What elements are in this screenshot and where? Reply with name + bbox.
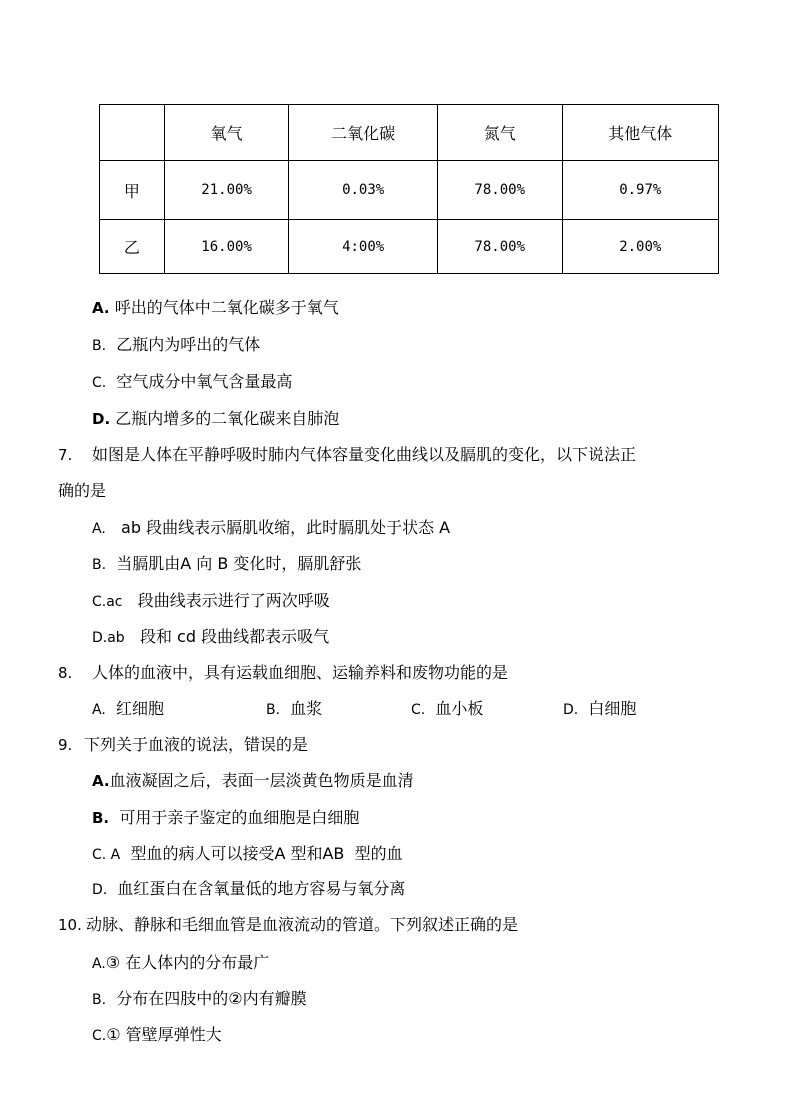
q9-option-d xyxy=(92,879,405,900)
option-text: ab 段曲线表示膈肌收缩，此时膈肌处于状态 A xyxy=(121,518,451,537)
q7-stem-line1: 如图是人体在平静呼吸时肺内气体容量变化曲线以及膈肌的变化，以下说法正 xyxy=(92,445,637,464)
q6-option-d xyxy=(92,409,339,429)
table-cell: 0.03% xyxy=(289,161,437,220)
q6-option-b xyxy=(92,335,260,356)
option-label: B. xyxy=(92,338,107,354)
table-header-row xyxy=(100,105,719,161)
q7-option-d xyxy=(92,627,329,648)
table-cell: 78.00% xyxy=(437,161,562,220)
option-text: 型血的病人可以接受A 型和AB 型的血 xyxy=(130,844,403,863)
table-cell: 78.00% xyxy=(437,220,562,274)
option-text: ③ 在人体内的分布最广 xyxy=(105,953,270,972)
q7-stem-line2: 确的是 xyxy=(58,481,107,500)
q8-option-c xyxy=(411,699,483,720)
table-cell: 21.00% xyxy=(164,161,289,220)
header-co2: 二氧化碳 xyxy=(289,105,437,161)
option-label: A. xyxy=(92,702,106,718)
option-label: B. xyxy=(92,557,107,573)
row-label: 乙 xyxy=(100,220,165,274)
q9-stem: 下列关于血液的说法，错误的是 xyxy=(84,735,309,754)
option-text: 血红蛋白在含氧量低的地方容易与氧分离 xyxy=(117,879,406,898)
option-text: 血小板 xyxy=(435,699,484,718)
q9-option-a xyxy=(92,771,414,791)
table-cell: 4:00% xyxy=(289,220,437,274)
q10-number: 10. xyxy=(58,916,82,934)
q7-option-c xyxy=(92,591,330,612)
q10-stem: 动脉、静脉和毛细血管是血液流动的管道。下列叙述正确的是 xyxy=(86,915,519,934)
q7-option-b xyxy=(92,554,361,575)
option-label: D. xyxy=(92,882,108,898)
option-label: D.ab xyxy=(92,630,125,646)
table-cell: 0.97% xyxy=(562,161,718,220)
option-label: D. xyxy=(92,410,111,428)
table-cell: 16.00% xyxy=(164,220,289,274)
q7-option-a xyxy=(92,518,450,539)
option-text: 血液凝固之后，表面一层淡黄色物质是血清 xyxy=(109,771,414,790)
option-label: A. xyxy=(92,299,110,317)
option-label: C. xyxy=(411,702,426,718)
option-label: B. xyxy=(92,809,110,827)
option-text: 分布在四肢中的②内有瓣膜 xyxy=(116,989,307,1008)
option-label: A. xyxy=(92,521,106,537)
q8-stem: 人体的血液中，具有运载血细胞、运输养料和废物功能的是 xyxy=(92,663,509,682)
q9-number: 9. xyxy=(58,736,73,754)
option-text: 呼出的气体中二氧化碳多于氧气 xyxy=(114,298,339,317)
table-row xyxy=(100,161,719,220)
q10-option-b xyxy=(92,989,307,1010)
q8-option-d xyxy=(563,699,636,720)
q8-option-b xyxy=(266,699,322,720)
option-label: C. xyxy=(92,1028,107,1044)
q10-option-a xyxy=(92,953,269,974)
gas-composition-table xyxy=(99,104,719,274)
option-text: 可用于亲子鉴定的血细胞是白细胞 xyxy=(119,808,360,827)
option-label: A. xyxy=(92,956,106,972)
q9-option-b xyxy=(92,808,359,828)
q9-option-c xyxy=(92,844,403,865)
option-text: ① 管壁厚弹性大 xyxy=(106,1025,222,1044)
option-label: B. xyxy=(92,992,107,1008)
option-text: 段和 cd 段曲线都表示吸气 xyxy=(139,627,330,646)
header-nitrogen: 氮气 xyxy=(437,105,562,161)
option-text: 血浆 xyxy=(290,699,323,718)
q7-number: 7. xyxy=(58,446,73,464)
q8-number: 8. xyxy=(58,664,73,682)
q6-option-a xyxy=(92,298,339,318)
option-text: 乙瓶内增多的二氧化碳来自肺泡 xyxy=(115,409,340,428)
table-corner-cell xyxy=(100,105,165,161)
q10-option-c xyxy=(92,1025,222,1046)
option-label: C.ac xyxy=(92,594,123,610)
option-text: 段曲线表示进行了两次呼吸 xyxy=(137,591,330,610)
option-text: 空气成分中氧气含量最高 xyxy=(116,372,293,391)
option-label: B. xyxy=(266,702,281,718)
option-text: 白细胞 xyxy=(588,699,637,718)
option-label: C. xyxy=(92,375,107,391)
option-label: D. xyxy=(563,702,579,718)
option-text: 红细胞 xyxy=(115,699,164,718)
table-cell: 2.00% xyxy=(562,220,718,274)
option-text: 乙瓶内为呼出的气体 xyxy=(116,335,261,354)
table-row xyxy=(100,220,719,274)
option-label: C. A xyxy=(92,847,121,863)
option-text: 当膈肌由A 向 B 变化时，膈肌舒张 xyxy=(116,554,362,573)
q8-option-a xyxy=(92,699,164,720)
header-other-gas: 其他气体 xyxy=(562,105,718,161)
option-label: A. xyxy=(92,772,110,790)
header-oxygen: 氧气 xyxy=(164,105,289,161)
row-label: 甲 xyxy=(100,161,165,220)
q6-option-c xyxy=(92,372,292,393)
